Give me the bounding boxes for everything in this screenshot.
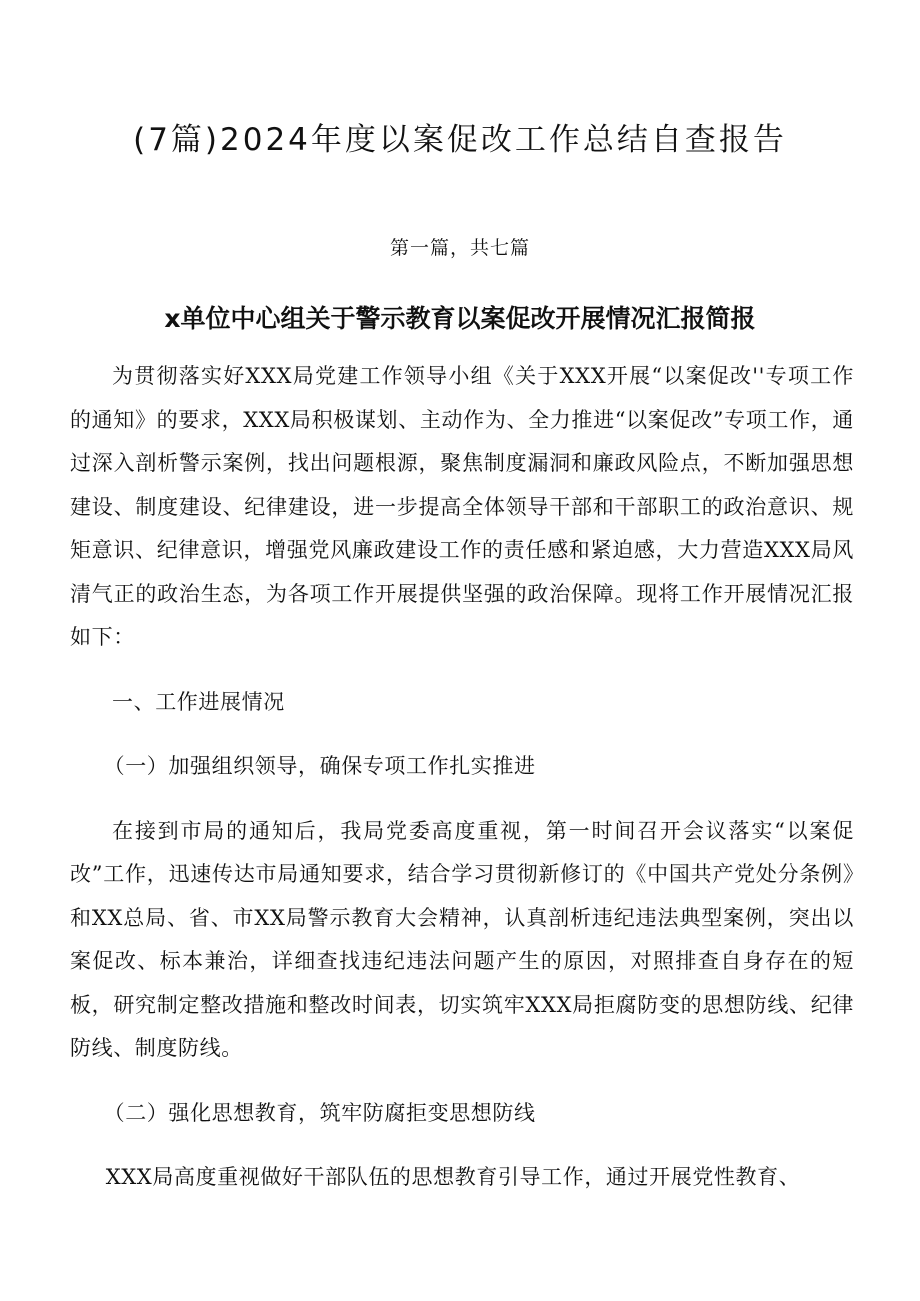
subsection-paragraph: 在接到市局的通知后，我局党委高度重视，第一时间召开会议落实“以案促改”工作，迅速传达市局通知要求，结合学习贯彻新修订的《中国共产党处分条例》和XX总局、省、市XX局警示教育大会精神，认真剖析违纪违法典型案例，突出以案促改、标本兼治，详细查找违纪违法问题产生的原因，对照排查自身存在的短板，研究制定整改措施和整改时间表，切实筑牢XXX局拒腐防变的思想防线、纪律防线、制度防线。 — [70, 818, 854, 1060]
subsection-heading: （二）强化思想教育，筑牢防腐拒变思想防线 — [103, 1100, 536, 1125]
subsection-heading: （一）加强组织领导，确保专项工作扎实推进 — [103, 754, 536, 778]
document-body — [70, 355, 854, 1200]
document-title: (7篇)2024年度以案促改工作总结自查报告 — [133, 122, 787, 158]
section-heading: 一、工作进展情况 — [112, 689, 285, 714]
part-label: 第一篇，共七篇 — [389, 237, 530, 259]
article-title: x单位中心组关于警示教育以案促改开展情况汇报简报 — [164, 304, 756, 333]
subsection-paragraph: XXX局高度重视做好干部队伍的思想教育引导工作，通过开展党性教育、 — [105, 1165, 801, 1189]
intro-paragraph: 为贯彻落实好XXX局党建工作领导小组《关于XXX开展“以案促改''专项工作的通知》的要求，XXX局积极谋划、主动作为、全力推进“以案促改”专项工作，通过深入剖析警示案例，找出问题根源，聚焦制度漏洞和廉政风险点，不断加强思想建设、制度建设、纪律建设，进一步提高全体领导干部和干部职工的政治意识、规矩意识、纪律意识，增强党风廉政建设工作的责任感和紧迫感，大力营造XXX局风清气正的政治生态，为各项工作开展提供坚强的政治保障。现将工作开展情况汇报如下： — [70, 364, 854, 649]
